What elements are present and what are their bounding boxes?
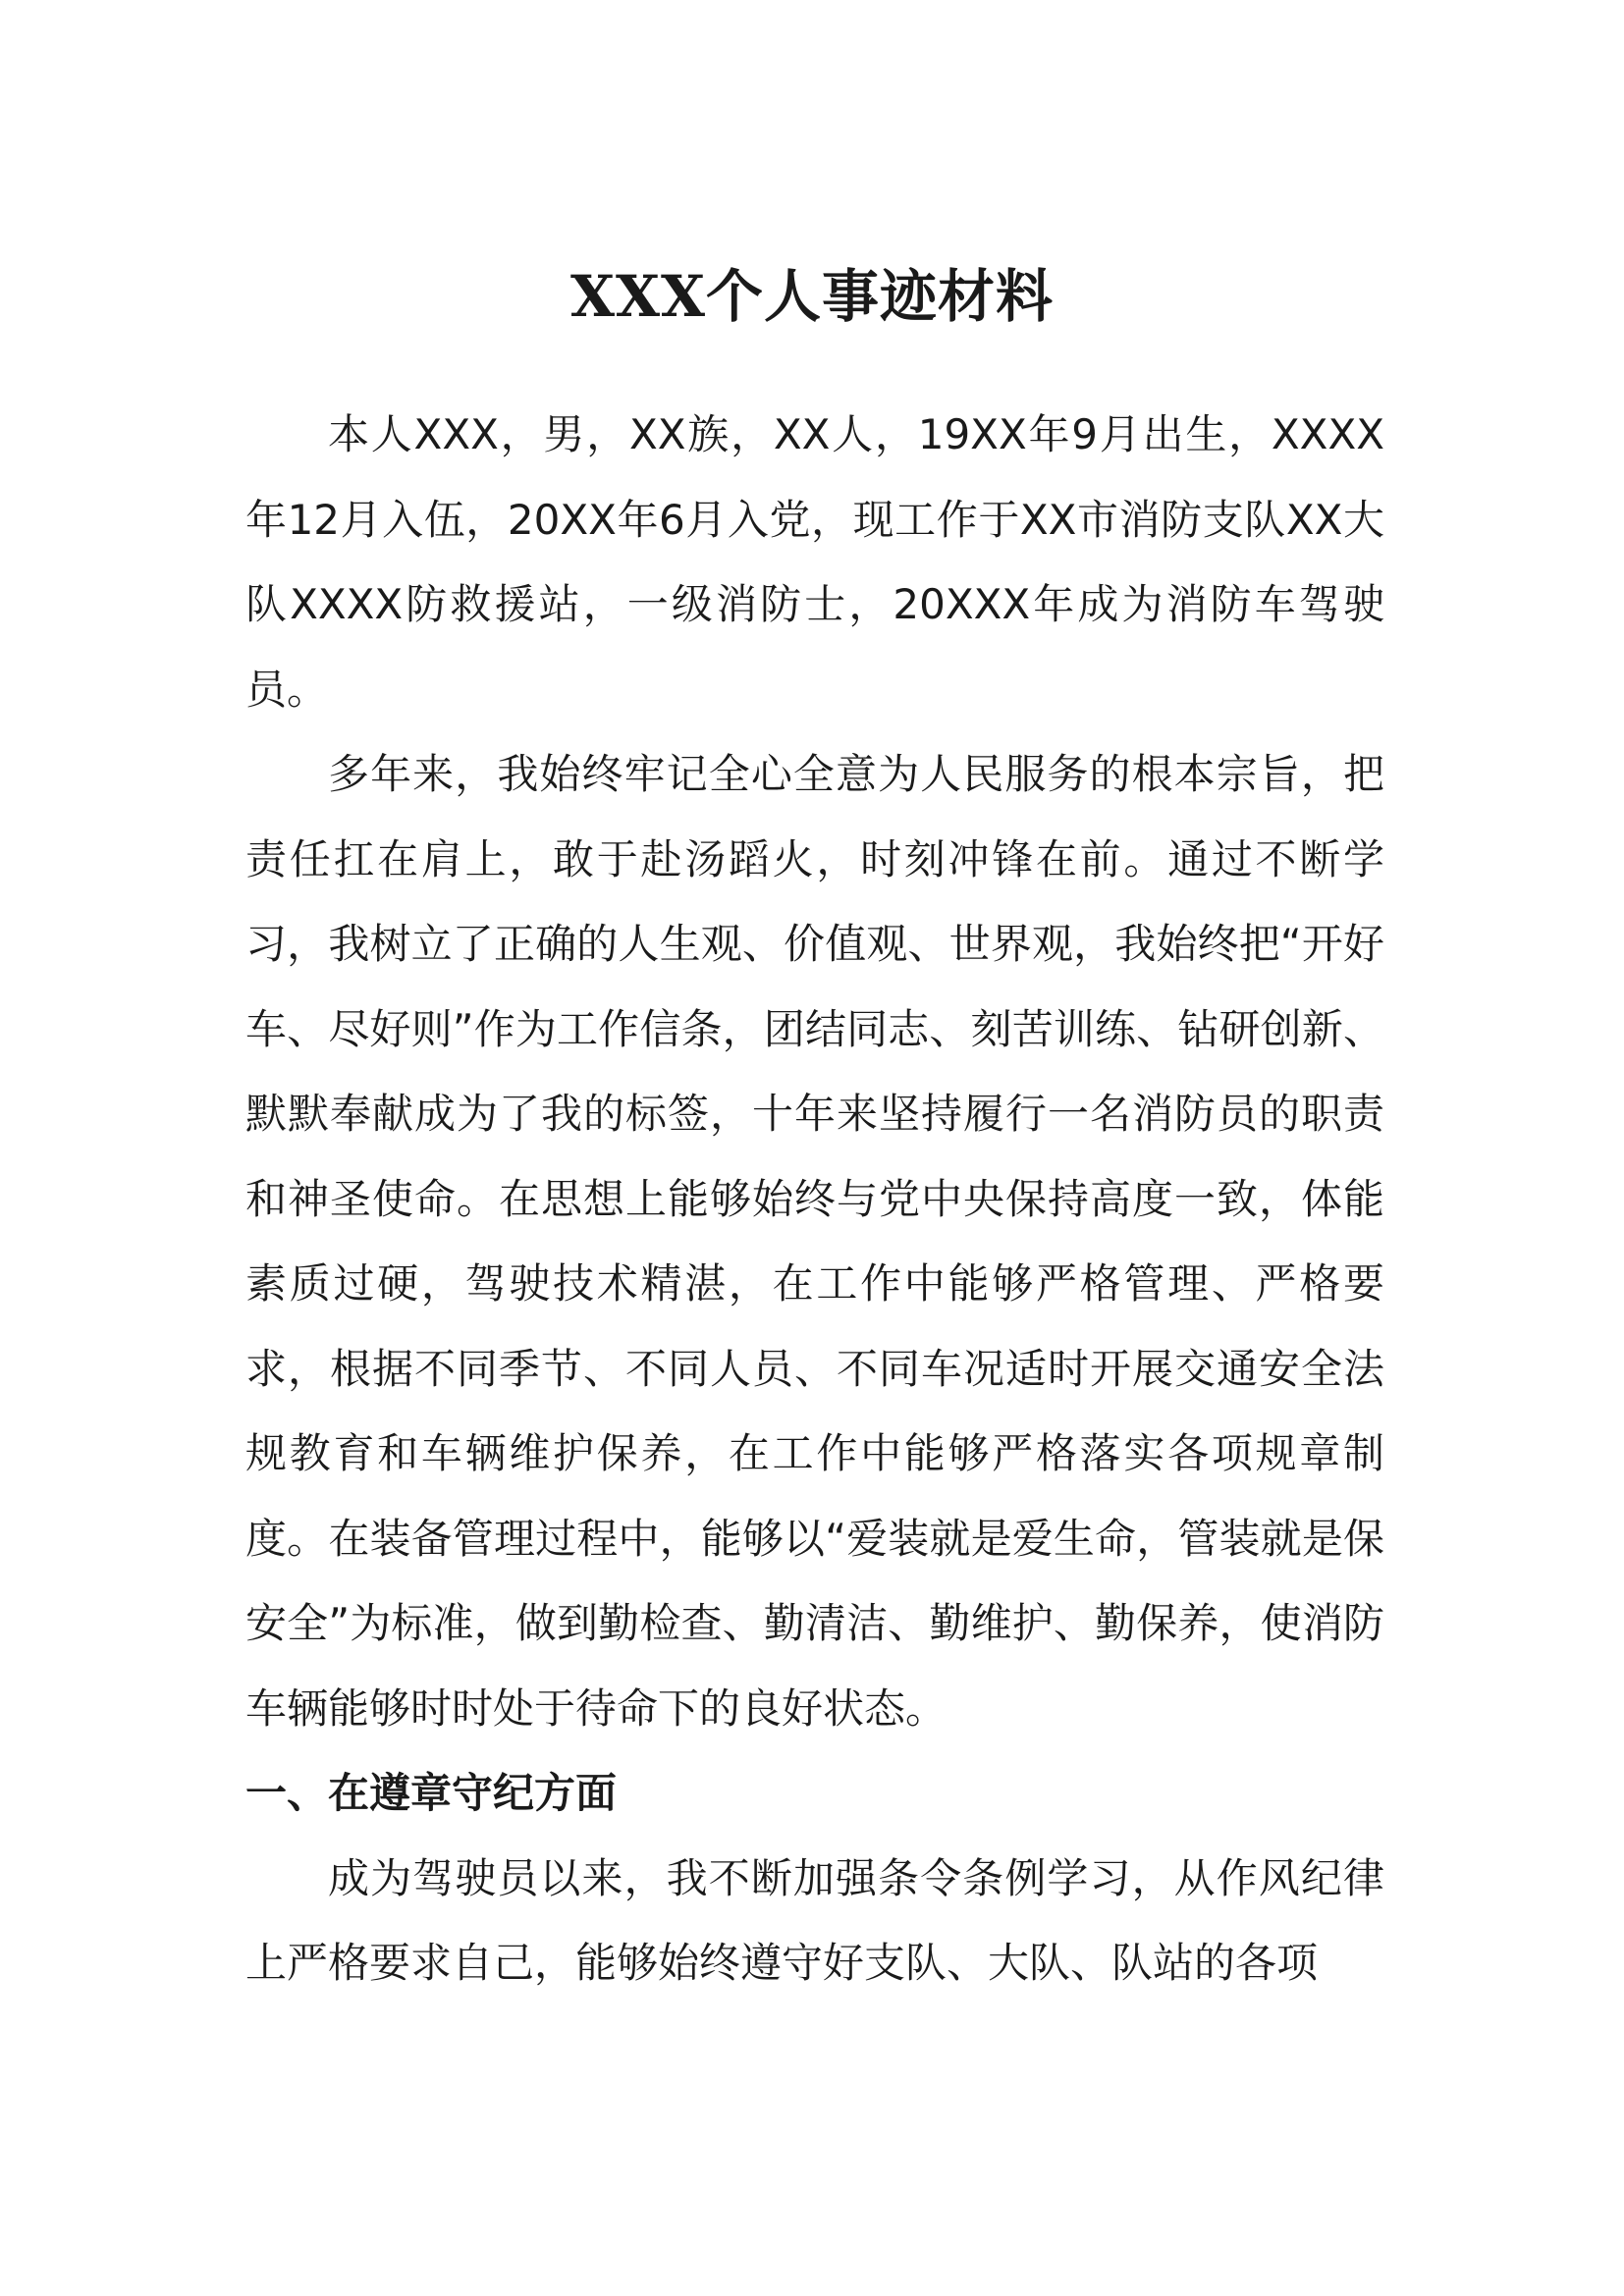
paragraph-discipline: 成为驾驶员以来，我不断加强条令条例学习，从作风纪律上严格要求自己，能够始终遵守好支队、大队、队站的各项 [245, 1853, 1384, 1987]
document-body [245, 393, 1384, 2006]
section-heading-discipline: 一、在遵章守纪方面 [245, 1769, 618, 1817]
document-title: XXX个人事迹材料 [569, 263, 1054, 330]
paragraph-personal-info: 本人XXX，男，XX族，XX人，19XX年9月出生，XXXX年12月入伍，20XX年6月入党，现工作于XX市消防支队XX大队XXXX防救援站，一级消防士，20XXX年成为消防车驾驶员。 [245, 410, 1384, 714]
paragraph-service-record: 多年来，我始终牢记全心全意为人民服务的根本宗旨，把责任扛在肩上，敢于赴汤蹈火，时刻冲锋在前。通过不断学习，我树立了正确的人生观、价值观、世界观，我始终把“开好车、尽好则”作为工作信条，团结同志、刻苦训练、钻研创新、默默奉献成为了我的标签，十年来坚持履行一名消防员的职责和神圣使命。在思想上能够始终与党中央保持高度一致，体能素质过硬，驾驶技术精湛，在工作中能够严格管理、严格要求，根据不同季节、不同人员、不同车况适时开展交通安全法规教育和车辆维护保养，在工作中能够严格落实各项规章制度。在装备管理过程中，能够以“爱装就是爱生命，管装就是保安全”为标准，做到勤检查、勤清洁、勤维护、勤保养，使消防车辆能够时时处于待命下的良好状态。 [245, 750, 1384, 1733]
